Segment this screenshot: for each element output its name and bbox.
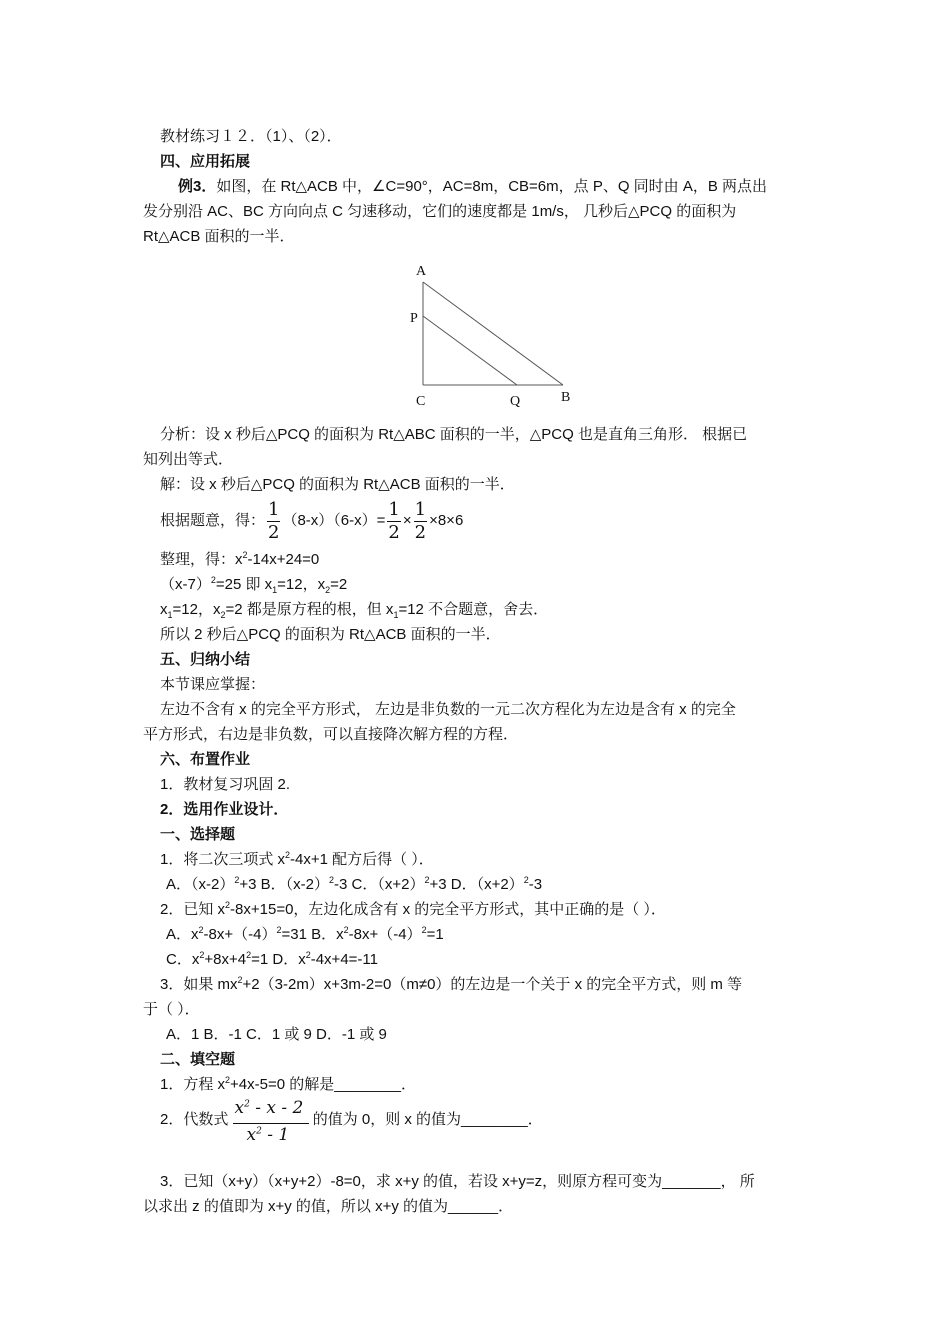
homework-item-1: 1．教材复习巩固 2.	[160, 776, 291, 793]
fill-question-3-line-2: 以求出 z 的值即为 x+y 的值，所以 x+y 的值为______．	[143, 1198, 514, 1215]
fraction-numerator: $x^2$ - x - 2	[234, 1098, 304, 1118]
summary-line-2: 平方形式，右边是非负数，可以直接降次解方程的方程．	[143, 726, 519, 743]
summary-intro: 本节课应掌握：	[160, 676, 266, 693]
square-root-line: $(x-7)^2=25$ 即 $x_1=12$，$x_2=2$	[160, 575, 348, 595]
fill-question-1: 1．方程 $x^2+4x-5=0$ 的解是________．	[160, 1075, 416, 1093]
example-3-line-1	[178, 177, 767, 197]
fraction-bar	[233, 1123, 309, 1124]
label-q: Q	[510, 394, 521, 409]
equation-prefix: 根据题意，得：	[160, 512, 266, 529]
fraction-half-3	[414, 499, 427, 544]
question-2-options-ab: A．$x^2-8x+(-4)^2=31$ B．$x^2-8x+(-4)^2=1$	[166, 925, 444, 943]
analysis-line-2: 知列出等式．	[143, 451, 234, 468]
label-a: A	[416, 264, 427, 279]
question-1-options: A．$(x-2)^2+3$ B．$(x-2)^2-3$ C．$(x+2)^2+3$ D．$(x+2)^2-3$	[166, 875, 543, 893]
choice-section-heading: 一、选择题	[160, 826, 236, 843]
fraction-numerator: 1	[388, 498, 400, 520]
label-b: B	[561, 390, 571, 405]
fraction-half-1	[267, 499, 280, 544]
fraction-denominator: 2	[388, 521, 400, 543]
side-ab	[423, 282, 563, 385]
fraction-numerator: 1	[414, 498, 427, 520]
section-heading-5: 五、归纳小结	[160, 651, 251, 668]
conclusion-line: 所以 2 秒后△PCQ 的面积为 Rt△ACB 面积的一半．	[160, 626, 501, 643]
question-2-options-cd: C．$x^2+8x+4^2=1$ D．$x^2-4x+4=-11$	[166, 950, 378, 968]
label-p: P	[410, 311, 418, 326]
summary-line-1: 左边不含有 x 的完全平方形式， 左边是非负数的一元二次方程化为左边是含有 x 的完全	[160, 701, 736, 718]
equation-middle: （8-x）（6-x）=	[282, 512, 386, 529]
fraction-half-2	[387, 499, 400, 544]
example-3-line-2: 发分别沿 AC、BC 方向向点 C 匀速移动，它们的速度都是 1m/s， 几秒后△PCQ 的面积为	[143, 203, 737, 220]
algebraic-fraction	[233, 1098, 309, 1145]
question-2: 2．已知 $x^2-8x+15=0$，左边化成含有 x 的完全平方形式，其中正确的是（ ）．	[160, 900, 666, 918]
solution-intro: 解：设 x 秒后△PCQ 的面积为 Rt△ACB 面积的一半．	[160, 476, 515, 493]
fraction-numerator: 1	[268, 498, 280, 520]
equation-line	[160, 497, 463, 545]
triangle-figure	[400, 258, 590, 413]
fill-section-heading: 二、填空题	[160, 1051, 236, 1068]
fill-question-2	[160, 1098, 543, 1145]
simplify-line: 整理，得：$x^2-14x+24=0$	[160, 550, 320, 568]
question-3: 3．如果 $mx^2+2(3-2m)x+3m-2=0(m\ne 0)$的左边是一个关于 x 的完全平方式，则 m 等	[160, 975, 743, 993]
fill-question-3-line-1: 3．已知（x+y）（x+y+2）-8=0，求 x+y 的值，若设 x+y=z，则原方程可变为_______， 所	[160, 1173, 755, 1190]
question-3-options: A．1 B．-1 C．1 或 9 D．-1 或 9	[166, 1026, 387, 1043]
analysis-line-1: 分析：设 x 秒后△PCQ 的面积为 Rt△ABC 面积的一半，△PCQ 也是直角三角形． 根据已	[160, 426, 748, 443]
example-3-text: 如图，在 Rt△ACB 中，∠C=90°，AC=8m，CB=6m，点 P、Q 同时由 A，B 两点出	[216, 178, 768, 195]
fraction-denominator: $x^2 - 1$	[246, 1125, 290, 1145]
fill-question-2-suffix: 的值为 0，则 x 的值为________．	[312, 1111, 543, 1128]
segment-pq	[423, 316, 517, 385]
homework-item-2: 2．选用作业设计．	[160, 801, 289, 818]
question-1: 1．将二次三项式 $x^2-4x+1$ 配方后得（ ）．	[160, 850, 434, 868]
roots-check-line: $x_1=12$，$x_2=2$ 都是原方程的根，但 $x_1=12$ 不合题意，舍去．	[160, 601, 549, 620]
fill-question-2-prefix: 2．代数式	[160, 1111, 229, 1128]
label-c: C	[416, 394, 426, 409]
fraction-denominator: 2	[414, 521, 427, 543]
example-3-line-3: Rt△ACB 面积的一半．	[143, 228, 295, 245]
section-heading-4: 四、应用拓展	[160, 153, 251, 170]
section-heading-6: 六、布置作业	[160, 751, 251, 768]
exercise-reference: 教材练习１２．（1）、（2）．	[160, 128, 342, 145]
times-sign: ×	[402, 512, 412, 529]
question-3-continued: 于（ ）．	[143, 1001, 200, 1018]
fraction-denominator: 2	[268, 521, 280, 543]
equation-tail: ×8×6	[429, 512, 464, 529]
example-3-label: 例3．	[178, 178, 217, 195]
